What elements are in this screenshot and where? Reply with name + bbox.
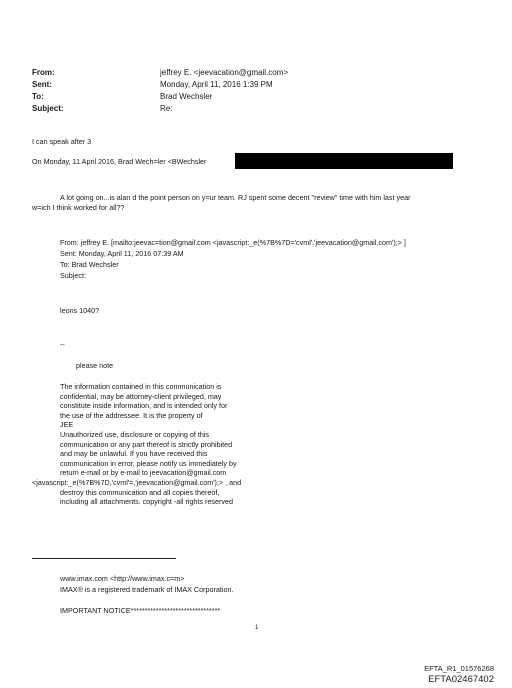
- forward-from: From: jeffrey E. [mailto:jeevac=tion@gmail.com <javascript:_e(%7B%7D='cvml','jeevacation@gmail.com');> ]: [60, 238, 406, 247]
- imax-trademark: IMAX® is a registered trademark of IMAX Corporation.: [60, 585, 234, 594]
- subject-value: Re:: [160, 104, 173, 113]
- disclaimer-line: Unauthorized use, disclosure or copying of this: [60, 429, 210, 439]
- quote-intro: On Monday, 11 April 2016, Brad Wech=ler <BWechsler: [32, 157, 207, 166]
- disclaimer-line: destroy this communication and all copies thereof,: [60, 487, 220, 497]
- efta-id-1: EFTA_R1_01576268: [424, 664, 494, 673]
- disclaimer-line: JEE: [60, 420, 74, 430]
- subject-label: Subject:: [32, 104, 64, 113]
- forward-sent: Sent: Monday, April 11, 2016 07:39 AM: [60, 249, 184, 258]
- sent-value: Monday, April 11, 2016 1:39 PM: [160, 80, 273, 89]
- from-value: jeffrey E. <jeevacation@gmail.com>: [160, 68, 289, 77]
- from-label: From:: [32, 68, 55, 77]
- to-value: Brad Wechsler: [160, 92, 213, 101]
- disclaimer-line: and may be unlawful. If you have received this: [60, 449, 208, 459]
- sent-label: Sent:: [32, 80, 52, 89]
- please-note: please note: [76, 361, 114, 370]
- disclaimer-line: The information contained in this communication is: [60, 382, 222, 391]
- redaction-box: [235, 153, 453, 169]
- efta-id-2: EFTA02467402: [428, 674, 494, 685]
- disclaimer-line: constitute inside information, and is intended only for: [60, 401, 228, 411]
- disclaimer-line: including all attachments. copyright -all rights reserved: [60, 497, 233, 507]
- important-notice: IMPORTANT NOTICE********************************: [60, 606, 221, 615]
- disclaimer-line: confidential, may be attorney-client privileged, may: [60, 391, 222, 401]
- separator-line: [32, 558, 176, 559]
- leons-line: leons 1040?: [60, 306, 100, 315]
- reply-line: I can speak after 3: [32, 137, 92, 146]
- page-number: 1: [255, 625, 259, 631]
- quoted-paragraph-line-2: w=ich I think worked for all??: [32, 203, 125, 212]
- imax-link: www.imax.com <http://www.imax.c=m>: [60, 574, 185, 583]
- quoted-paragraph-line-1: A lot going on...is alan d the point person on y=ur team. RJ spent some decent "review" time with him last year: [60, 193, 411, 202]
- disclaimer-line: communication in error, please notify us immediately by: [60, 458, 237, 468]
- disclaimer-line: return e-mail or by e-mail to jeevacation@gmail.com: [60, 468, 227, 478]
- disclaimer-block: [32, 382, 300, 507]
- to-label: To:: [32, 92, 44, 101]
- forward-subject: Subject:: [60, 271, 86, 280]
- signature-dashes: --: [60, 340, 65, 349]
- disclaimer-line: <javascript:_e(%7B%7D,'cvml'=,'jeevacation@gmail.com');> , and: [32, 477, 242, 487]
- forward-to: To: Brad Wechsler: [60, 260, 119, 269]
- disclaimer-line: communication or any part thereof is strictly prohibited: [60, 439, 233, 449]
- disclaimer-line: the use of the addressee. It is the property of: [60, 410, 203, 420]
